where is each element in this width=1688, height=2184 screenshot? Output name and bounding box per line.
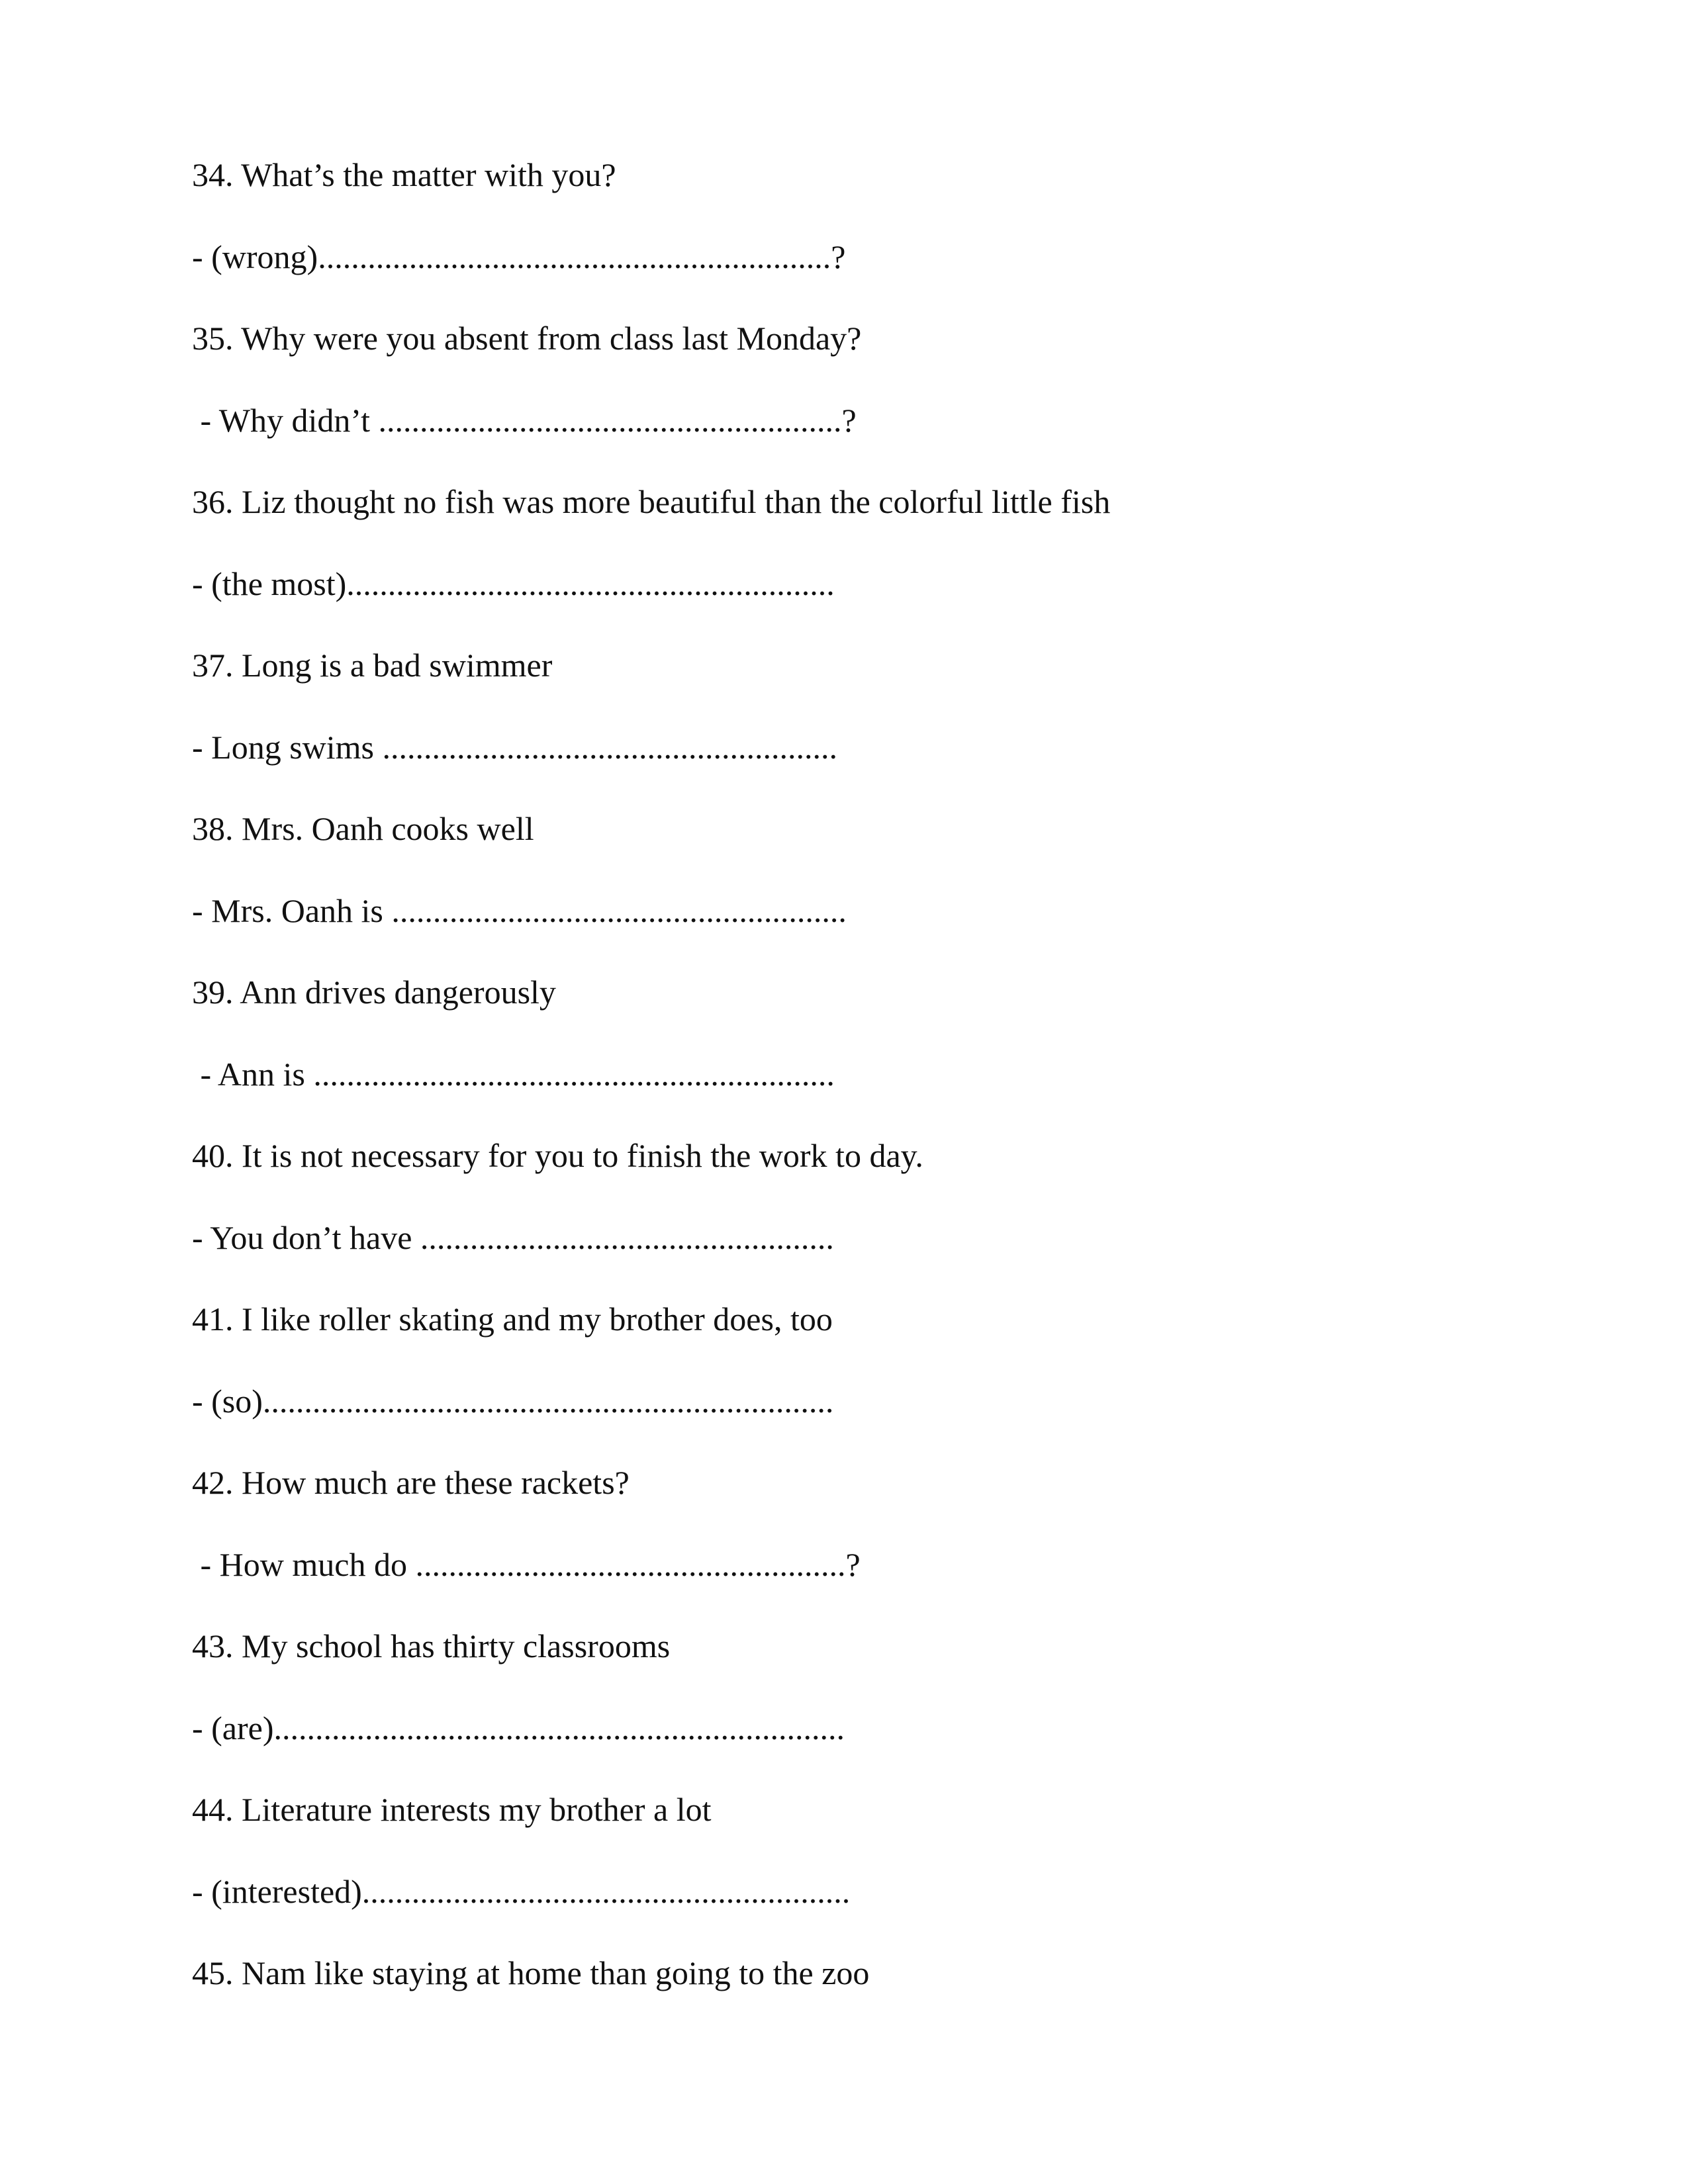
answer-37: - Long swims ....................................................... (192, 729, 837, 766)
question-44: 44. Literature interests my brother a lot (192, 1791, 712, 1828)
answer-43: - (are)..................................................................... (192, 1709, 845, 1747)
answer-42: - How much do ....................................................? (192, 1546, 861, 1583)
answer-36: - (the most)........................................................... (192, 565, 835, 602)
question-41: 41. I like roller skating and my brother does, too (192, 1300, 833, 1338)
answer-39: - Ann is ............................................................... (192, 1056, 835, 1093)
question-35: 35. Why were you absent from class last Monday? (192, 320, 862, 357)
answer-34: - (wrong)..............................................................? (192, 238, 846, 275)
answer-41: - (so)..................................................................... (192, 1383, 834, 1420)
question-43: 43. My school has thirty classrooms (192, 1627, 671, 1664)
answer-44: - (interested)........................................................... (192, 1873, 851, 1910)
question-34: 34. What’s the matter with you? (192, 156, 616, 193)
question-37: 37. Long is a bad swimmer (192, 647, 553, 684)
question-42: 42. How much are these rackets? (192, 1464, 630, 1501)
question-38: 38. Mrs. Oanh cooks well (192, 810, 534, 847)
answer-38: - Mrs. Oanh is ....................................................... (192, 892, 847, 929)
answer-40: - You don’t have .................................................. (192, 1219, 834, 1256)
answer-35: - Why didn’t ........................................................? (192, 402, 857, 439)
question-40: 40. It is not necessary for you to finish the work to day. (192, 1137, 923, 1174)
question-45: 45. Nam like staying at home than going to the zoo (192, 1954, 870, 1991)
question-39: 39. Ann drives dangerously (192, 974, 556, 1011)
question-36: 36. Liz thought no fish was more beautiful than the colorful little fish (192, 483, 1111, 520)
